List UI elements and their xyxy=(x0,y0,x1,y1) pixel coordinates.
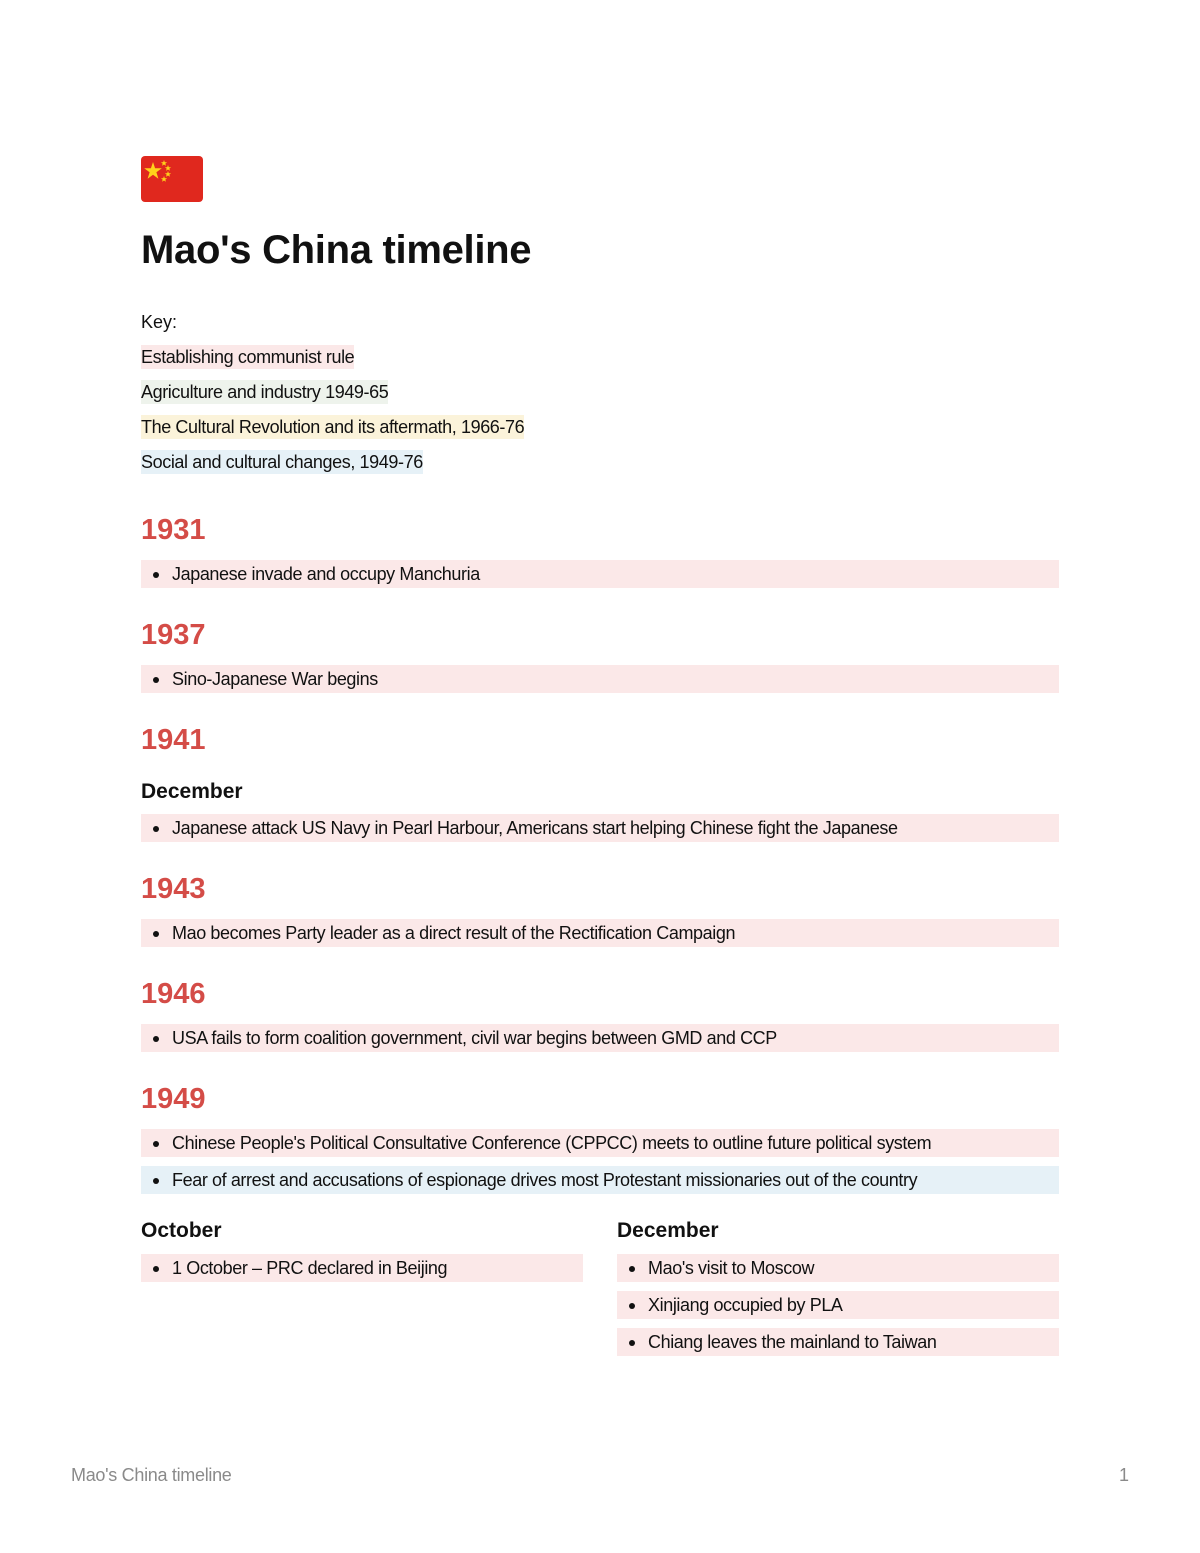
month-heading-december-1941: December xyxy=(141,780,243,803)
list-item: Chiang leaves the mainland to Taiwan xyxy=(617,1328,1059,1356)
china-flag-icon xyxy=(141,156,203,202)
list-item: Japanese invade and occupy Manchuria xyxy=(141,560,1059,588)
list-item: 1 October – PRC declared in Beijing xyxy=(141,1254,583,1282)
event-list-december-1949 xyxy=(617,1254,1059,1356)
two-column-layout xyxy=(141,1217,1059,1365)
event-list-1941 xyxy=(141,814,1059,842)
year-heading-1931: 1931 xyxy=(141,514,206,546)
event-list-october-1949 xyxy=(141,1254,583,1282)
list-item: USA fails to form coalition government, civil war begins between GMD and CCP xyxy=(141,1024,1059,1052)
event-list-1943 xyxy=(141,919,1059,947)
year-heading-1943: 1943 xyxy=(141,873,206,905)
column-december xyxy=(617,1217,1059,1365)
list-item: Mao becomes Party leader as a direct result of the Rectification Campaign xyxy=(141,919,1059,947)
column-october xyxy=(141,1217,583,1365)
list-item: Japanese attack US Navy in Pearl Harbour, Americans start helping Chinese fight the Japanese xyxy=(141,814,1059,842)
list-item: Fear of arrest and accusations of espionage drives most Protestant missionaries out of the country xyxy=(141,1166,1059,1194)
footer-title: Mao's China timeline xyxy=(71,1465,232,1485)
key-item-social-cultural: Social and cultural changes, 1949-76 xyxy=(141,452,423,472)
page-title: Mao's China timeline xyxy=(141,228,532,272)
key-item-agriculture-industry: Agriculture and industry 1949-65 xyxy=(141,382,389,402)
footer-page-number: 1 xyxy=(1118,1465,1129,1485)
month-heading-december-1949: December xyxy=(617,1219,719,1242)
key-label: Key: xyxy=(141,312,178,332)
event-list-1949 xyxy=(141,1129,1059,1194)
event-list-1937 xyxy=(141,665,1059,693)
month-heading-october-1949: October xyxy=(141,1219,222,1242)
key-item-communist-rule: Establishing communist rule xyxy=(141,347,355,367)
year-heading-1949: 1949 xyxy=(141,1083,206,1115)
list-item: Mao's visit to Moscow xyxy=(617,1254,1059,1282)
list-item: Sino-Japanese War begins xyxy=(141,665,1059,693)
event-list-1946 xyxy=(141,1024,1059,1052)
year-heading-1941: 1941 xyxy=(141,724,206,756)
list-item: Xinjiang occupied by PLA xyxy=(617,1291,1059,1319)
year-heading-1937: 1937 xyxy=(141,619,206,651)
list-item: Chinese People's Political Consultative Conference (CPPCC) meets to outline future political system xyxy=(141,1129,1059,1157)
event-list-1931 xyxy=(141,560,1059,588)
key-item-cultural-revolution: The Cultural Revolution and its aftermath, 1966-76 xyxy=(141,417,525,437)
document-page xyxy=(141,150,1059,1365)
year-heading-1946: 1946 xyxy=(141,978,206,1010)
